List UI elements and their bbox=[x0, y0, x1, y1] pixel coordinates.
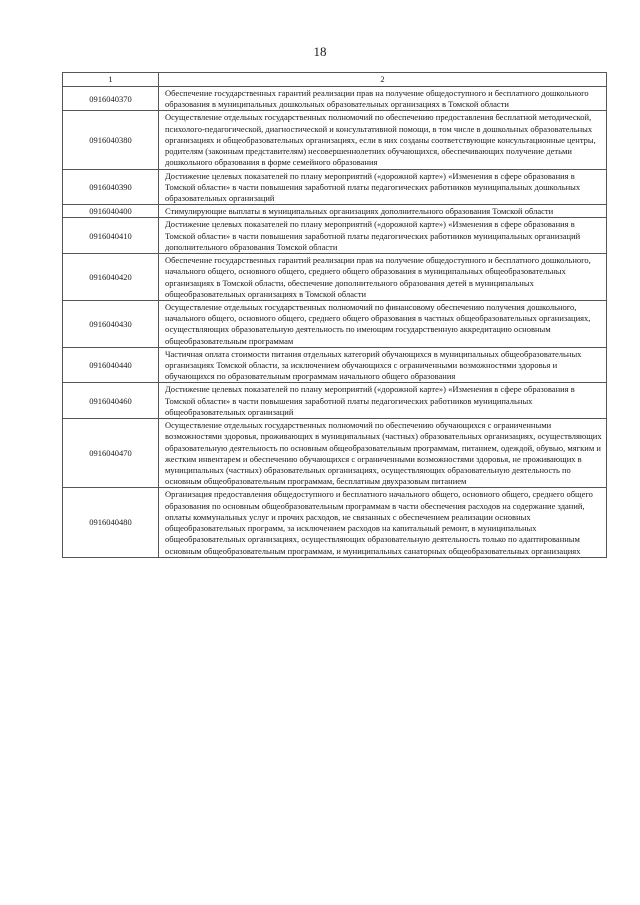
table-row bbox=[63, 87, 607, 111]
row-description: Организация предоставления общедоступного и бесплатного начального общего, основного общего, среднего общего образования по основным общеобразовательным программам в части обеспечения расходов на содержание зданий, оплаты коммунальных услуг и прочих расходов, не связанных с обеспечением реализации основных общеобразовательных программ, за исключением расходов на капитальный ремонт, в муниципальных общеобразовательных организациях, осуществляющих образовательную деятельность только по адаптированным основным общеобразовательным программам, и муниципальных санаторных общеобразовательных организациях bbox=[159, 488, 607, 557]
row-code: 0916040400 bbox=[63, 205, 159, 218]
page-number: 18 bbox=[313, 44, 327, 59]
row-description: Достижение целевых показателей по плану мероприятий («дорожной карте») «Изменения в сфере образования в Томской области» в части повышения заработной платы педагогических работников муниципальных дошкольных образовательных организаций bbox=[159, 169, 607, 205]
table-row bbox=[63, 254, 607, 301]
row-code: 0916040470 bbox=[63, 419, 159, 488]
row-code: 0916040390 bbox=[63, 169, 159, 205]
row-code: 0916040460 bbox=[63, 383, 159, 419]
row-code: 0916040430 bbox=[63, 300, 159, 347]
row-code: 0916040440 bbox=[63, 347, 159, 383]
column-header-2: 2 bbox=[159, 73, 607, 87]
row-description: Частичная оплата стоимости питания отдельных категорий обучающихся в муниципальных общеобразовательных организациях Томской области, за исключением обучающихся с ограниченными возможностями здоровья и обучающихся по образовательным программам начального общего образования bbox=[159, 347, 607, 383]
row-description: Обеспечение государственных гарантий реализации прав на получение общедоступного и бесплатного дошкольного, начального общего, основного общего, среднего общего образования в муниципальных общеобразовательных организациях в Томской области, обеспечение дополнительного образования детей в муниципальных общеобразовательных организациях в Томской области bbox=[159, 254, 607, 301]
column-header-1: 1 bbox=[63, 73, 159, 87]
table-row bbox=[63, 383, 607, 419]
row-code: 0916040410 bbox=[63, 218, 159, 254]
row-description: Осуществление отдельных государственных полномочий по обеспечению обучающихся с ограниченными возможностями здоровья, проживающих в муниципальных (частных) образовательных организациях, осуществляющих образовательную деятельность по основным общеобразовательным программам, питанием, одеждой, обувью, мягким и жестким инвентарем и обеспечению обучающихся с ограниченными возможностями здоровья, не проживающих в муниципальных (частных) образовательных организациях, осуществляющих образовательную деятельность по основным общеобразовательным программам, бесплатным двухразовым питанием bbox=[159, 419, 607, 488]
row-description: Обеспечение государственных гарантий реализации прав на получение общедоступного и бесплатного дошкольного образования в муниципальных дошкольных образовательных организациях в Томской области bbox=[159, 87, 607, 111]
row-code: 0916040420 bbox=[63, 254, 159, 301]
row-description: Достижение целевых показателей по плану мероприятий («дорожной карте») «Изменения в сфере образования в Томской области» в части повышения заработной платы педагогических работников муниципальных организаций дополнительного образования Томской области bbox=[159, 218, 607, 254]
row-code: 0916040480 bbox=[63, 488, 159, 557]
table-row bbox=[63, 218, 607, 254]
row-description: Стимулирующие выплаты в муниципальных организациях дополнительного образования Томской области bbox=[159, 205, 607, 218]
table-row bbox=[63, 347, 607, 383]
row-description: Достижение целевых показателей по плану мероприятий («дорожной карте») «Изменения в сфере образования в Томской области» в части повышения заработной платы педагогических работников муниципальных общеобразовательных организаций bbox=[159, 383, 607, 419]
row-description: Осуществление отдельных государственных полномочий по финансовому обеспечению получения дошкольного, начального общего, основного общего, среднего общего образования в частных общеобразовательных организациях, осуществляющих образовательную деятельность по имеющим государственную аккредитацию основным общеобразовательным программам bbox=[159, 300, 607, 347]
row-code: 0916040370 bbox=[63, 87, 159, 111]
table-row bbox=[63, 300, 607, 347]
row-description: Осуществление отдельных государственных полномочий по обеспечению предоставления бесплатной методической, психолого-педагогической, диагностической и консультативной помощи, в том числе в дошкольных образовательных организациях и общеобразовательных организациях, если в них созданы соответствующие консультационные центры, родителям (законным представителям) несовершеннолетних обучающихся, обеспечивающих получение детьми дошкольного образования в форме семейного образования bbox=[159, 111, 607, 169]
row-code: 0916040380 bbox=[63, 111, 159, 169]
budget-code-table bbox=[62, 72, 607, 558]
table-row bbox=[63, 419, 607, 488]
table-row bbox=[63, 111, 607, 169]
table-header-row bbox=[63, 73, 607, 87]
table-row bbox=[63, 169, 607, 205]
table-row bbox=[63, 488, 607, 557]
table-row bbox=[63, 205, 607, 218]
